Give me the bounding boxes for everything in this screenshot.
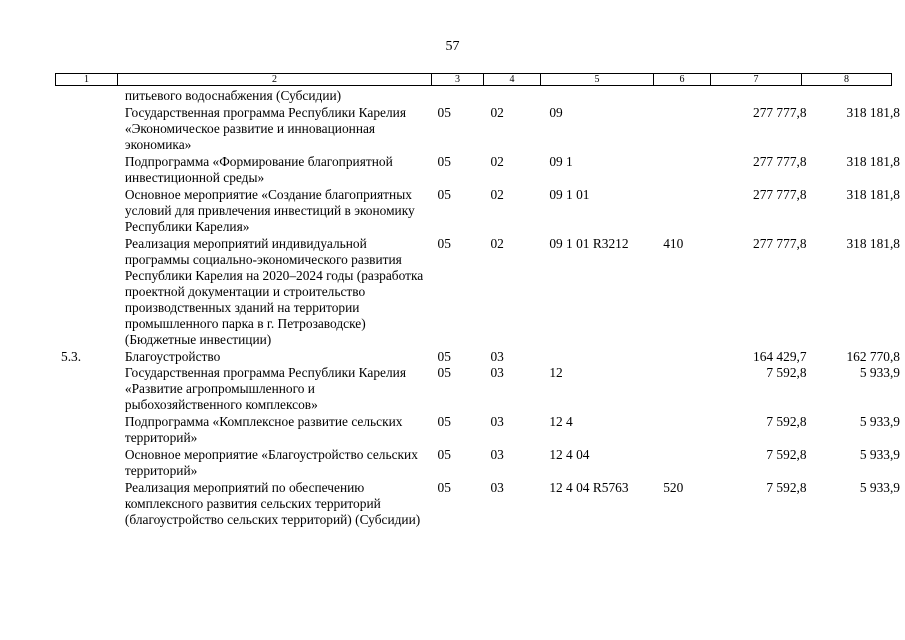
row-amount-2: 318 181,8: [846, 236, 900, 251]
row-expense-type: [659, 153, 718, 186]
table-row: [55, 479, 905, 528]
row-target-code: [545, 88, 659, 104]
budget-table: [55, 88, 905, 528]
row-section: 05: [437, 447, 451, 462]
row-target-code: 09 1: [549, 154, 573, 169]
row-subsection: 03: [490, 447, 504, 462]
row-subsection: 02: [490, 236, 504, 251]
row-name: Благоустройство: [124, 349, 221, 364]
row-expense-type: [659, 413, 718, 446]
row-subsection: 03: [490, 365, 504, 380]
row-section: [436, 88, 488, 104]
table-row: [55, 153, 905, 186]
row-expense-type: [659, 186, 718, 235]
row-subsection: [487, 88, 545, 104]
row-subsection: 02: [490, 187, 504, 202]
table-row: [55, 235, 905, 348]
row-name: Основное мероприятие «Благоустройство сельских территорий»: [124, 447, 418, 478]
row-number: [55, 186, 121, 235]
column-number: 5: [541, 74, 654, 86]
row-number: [55, 235, 121, 348]
row-number: [55, 479, 121, 528]
row-number: [55, 104, 121, 153]
row-subsection: 03: [490, 414, 504, 429]
row-number: [55, 153, 121, 186]
row-target-code: 12 4 04 R5763: [549, 480, 629, 495]
row-target-code: 12 4 04: [549, 447, 590, 462]
column-number: 1: [56, 74, 118, 86]
column-number: 2: [118, 74, 432, 86]
row-number: 5.3.: [61, 349, 82, 364]
column-number-header: [55, 73, 892, 86]
row-name: Реализация мероприятий по обеспечению комплексного развития сельских территорий (благоустройство сельских территорий) (Субсидии): [124, 480, 421, 527]
table-row: [55, 446, 905, 479]
row-target-code: 09 1 01: [549, 187, 590, 202]
row-amount-2: 318 181,8: [846, 105, 900, 120]
row-subsection: 03: [490, 349, 504, 364]
row-subsection: 02: [490, 105, 504, 120]
row-name: питьевого водоснабжения (Субсидии): [124, 88, 342, 103]
row-target-code: 09: [549, 105, 563, 120]
row-amount-2: 5 933,9: [859, 447, 900, 462]
row-name: Государственная программа Республики Карелия «Развитие агропромышленного и рыбохозяйственного комплексов»: [124, 365, 407, 412]
row-amount-1: 277 777,8: [753, 105, 807, 120]
column-number: 4: [484, 74, 541, 86]
row-target-code: 09 1 01 R3212: [549, 236, 629, 251]
column-number: 7: [711, 74, 802, 86]
row-expense-type: [659, 446, 718, 479]
row-section: 05: [437, 349, 451, 364]
row-subsection: 02: [490, 154, 504, 169]
row-section: 05: [437, 154, 451, 169]
row-amount-1: 277 777,8: [753, 187, 807, 202]
table-row: [55, 186, 905, 235]
row-amount-2: 5 933,9: [859, 365, 900, 380]
row-amount-2: 318 181,8: [846, 187, 900, 202]
row-section: 05: [437, 236, 451, 251]
row-expense-type: [659, 365, 718, 413]
row-target-code: [545, 348, 659, 365]
row-section: 05: [437, 187, 451, 202]
row-name: Подпрограмма «Формирование благоприятной инвестиционной среды»: [124, 154, 393, 185]
row-name: Государственная программа Республики Карелия «Экономическое развитие и инновационная экономика»: [124, 105, 407, 152]
row-expense-type: 410: [663, 236, 684, 251]
row-amount-1: 164 429,7: [753, 349, 807, 364]
row-amount-2: [813, 88, 905, 104]
row-amount-2: 318 181,8: [846, 154, 900, 169]
column-number: 3: [432, 74, 484, 86]
row-expense-type: 520: [663, 480, 684, 495]
column-number: 8: [802, 74, 892, 86]
row-amount-1: 277 777,8: [753, 236, 807, 251]
row-amount-1: [718, 88, 812, 104]
table-row: [55, 104, 905, 153]
row-amount-1: 7 592,8: [766, 447, 807, 462]
row-name: Подпрограмма «Комплексное развитие сельских территорий»: [124, 414, 403, 445]
table-row: [55, 88, 905, 104]
row-amount-1: 7 592,8: [766, 365, 807, 380]
row-expense-type: [659, 88, 718, 104]
page-number: 57: [445, 39, 460, 54]
row-subsection: 03: [490, 480, 504, 495]
row-amount-2: 162 770,8: [846, 349, 900, 364]
row-expense-type: [659, 348, 718, 365]
row-name: Основное мероприятие «Создание благоприятных условий для привлечения инвестиций в экономику Республики Карелия»: [124, 187, 415, 234]
row-section: 05: [437, 480, 451, 495]
table-row: [55, 413, 905, 446]
row-amount-2: 5 933,9: [859, 480, 900, 495]
row-amount-1: 7 592,8: [766, 480, 807, 495]
row-name: Реализация мероприятий индивидуальной программы социально-экономического развития Республики Карелия на 2020–2024 годы (разработка проектной документации и строительство производственных зданий на территории промышленного парка в г. Петрозаводске) (Бюджетные инвестиции): [124, 236, 424, 347]
row-number: [55, 365, 121, 413]
row-target-code: 12 4: [549, 414, 573, 429]
row-number: [55, 446, 121, 479]
table-row: [55, 365, 905, 413]
row-section: 05: [437, 105, 451, 120]
row-section: 05: [437, 365, 451, 380]
row-expense-type: [659, 104, 718, 153]
row-target-code: 12: [549, 365, 563, 380]
row-amount-1: 7 592,8: [766, 414, 807, 429]
row-number: [55, 413, 121, 446]
row-amount-1: 277 777,8: [753, 154, 807, 169]
column-number: 6: [654, 74, 711, 86]
table-row: [55, 348, 905, 365]
row-section: 05: [437, 414, 451, 429]
row-number: [55, 88, 121, 104]
row-amount-2: 5 933,9: [859, 414, 900, 429]
